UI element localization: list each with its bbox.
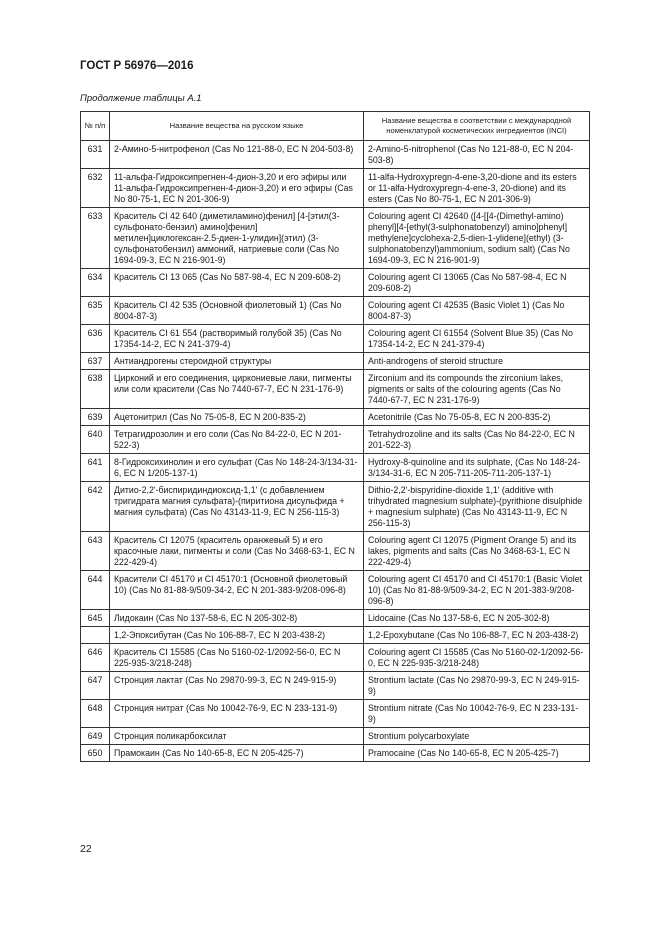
russian-name-cell: 1,2-Эпоксибутан (Cas No 106-88-7, EC N 203-438-2)	[110, 627, 364, 644]
inci-name-cell: 11-alfa-Hydroxypregn-4-ene-3,20-dione and its esters or 11-alfa-Hydroxypregn-4-ene-3, 20-dione) and its esters (Cas No 80-75-1, EC N 201-306-9)	[364, 169, 590, 208]
inci-name-cell: Lidocaine (Cas No 137-58-6, EC N 205-302-8)	[364, 610, 590, 627]
russian-name-cell: Прамокаин (Cas No 140-65-8, EC N 205-425-7)	[110, 745, 364, 762]
column-header-russian-name: Название вещества на русском языке	[110, 112, 364, 141]
table-continuation-caption: Продолжение таблицы А.1	[80, 93, 202, 104]
russian-name-cell: 11-альфа-Гидроксипрегнен-4-дион-3,20 и его эфиры или 11-альфа-Гидроксипрегнен-4-дион-3,20) и его эфиры (Cas No 80-75-1, EC N 201-306-9)	[110, 169, 364, 208]
table-row	[81, 297, 590, 325]
row-number: 650	[81, 745, 110, 762]
row-number: 649	[81, 728, 110, 745]
inci-name-cell: Strontium polycarboxylate	[364, 728, 590, 745]
table-row	[81, 169, 590, 208]
row-number: 644	[81, 571, 110, 610]
russian-name-cell: Стронция поликарбоксилат	[110, 728, 364, 745]
inci-name-cell: Pramocaine (Cas No 140-65-8, EC N 205-425-7)	[364, 745, 590, 762]
table-row	[81, 532, 590, 571]
inci-name-cell: Zirconium and its compounds the zirconium lakes, pigments or salts of the colouring agents (Cas No 7440-67-7, EC N 231-176-9)	[364, 370, 590, 409]
row-number: 637	[81, 353, 110, 370]
column-header-number: № п/п	[81, 112, 110, 141]
russian-name-cell: 8-Гидроксихинолин и его сульфат (Cas No 148-24-3/134-31-6, EC N 1/205-137-1)	[110, 454, 364, 482]
table-row	[81, 482, 590, 532]
inci-name-cell: 1,2-Epoxybutane (Cas No 106-88-7, EC N 203-438-2)	[364, 627, 590, 644]
russian-name-cell: Антиандрогены стероидной структуры	[110, 353, 364, 370]
inci-name-cell: Hydroxy-8-quinoline and its sulphate, (Cas No 148-24-3/134-31-6, EC N 205-711-205-711-205-137-1)	[364, 454, 590, 482]
russian-name-cell: 2-Амино-5-нитрофенол (Cas No 121-88-0, EC N 204-503-8)	[110, 141, 364, 169]
inci-name-cell: Strontium nitrate (Cas No 10042-76-9, EC N 233-131-9)	[364, 700, 590, 728]
row-number: 632	[81, 169, 110, 208]
russian-name-cell: Краситель CI 13 065 (Cas No 587-98-4, EC N 209-608-2)	[110, 269, 364, 297]
row-number: 641	[81, 454, 110, 482]
row-number: 648	[81, 700, 110, 728]
row-number: 639	[81, 409, 110, 426]
russian-name-cell: Дитио-2,2'-биспиридиндиоксид-1,1' (с добавлением тригидрата магния сульфата)-(пиритиона дисульфида + магния сульфата) (Cas No 43143-11-9, EC N 256-115-3)	[110, 482, 364, 532]
table-row	[81, 571, 590, 610]
row-number: 647	[81, 672, 110, 700]
row-number: 634	[81, 269, 110, 297]
row-number: 643	[81, 532, 110, 571]
inci-name-cell: Strontium lactate (Cas No 29870-99-3, EC N 249-915-9)	[364, 672, 590, 700]
russian-name-cell: Краситель CI 61 554 (растворимый голубой 35) (Cas No 17354-14-2, EC N 241-379-4)	[110, 325, 364, 353]
table-header-row	[81, 112, 590, 141]
russian-name-cell: Ацетонитрил (Cas No 75-05-8, EC N 200-835-2)	[110, 409, 364, 426]
table-row	[81, 208, 590, 269]
russian-name-cell: Стронция нитрат (Cas No 10042-76-9, EC N 233-131-9)	[110, 700, 364, 728]
table-row	[81, 627, 590, 644]
inci-name-cell: Dithio-2,2'-bispyridine-dioxide 1,1' (additive with trihydrated magnesium sulphate)-(pyrithione disulphide + magnesium sulphate) (Cas No 43143-11-9, EC N 256-115-3)	[364, 482, 590, 532]
row-number: 640	[81, 426, 110, 454]
table-row	[81, 426, 590, 454]
inci-name-cell: Colouring agent CI 13065 (Cas No 587-98-4, EC N 209-608-2)	[364, 269, 590, 297]
russian-name-cell: Краситель CI 15585 (Cas No 5160-02-1/2092-56-0, EC N 225-935-3/218-248)	[110, 644, 364, 672]
inci-name-cell: Colouring agent CI 12075 (Pigment Orange 5) and its lakes, pigments and salts (Cas No 3468-63-1, EC N 222-429-4)	[364, 532, 590, 571]
table-row	[81, 745, 590, 762]
column-header-inci-name: Название вещества в соответствии с международной номенклатурой косметических ингредиентов (INCI)	[364, 112, 590, 141]
russian-name-cell: Цирконий и его соединения, циркониевые лаки, пигменты или соли красители (Cas No 7440-67-7, EC N 231-176-9)	[110, 370, 364, 409]
russian-name-cell: Стронция лактат (Cas No 29870-99-3, EC N 249-915-9)	[110, 672, 364, 700]
row-number: 638	[81, 370, 110, 409]
row-number: 645	[81, 610, 110, 627]
russian-name-cell: Краситель CI 12075 (краситель оранжевый 5) и его красочные лаки, пигменты и соли (Cas No 3468-63-1, EC N 222-429-4)	[110, 532, 364, 571]
row-number: 631	[81, 141, 110, 169]
inci-name-cell: Colouring agent CI 45170 and CI 45170:1 (Basic Violet 10) (Cas No 81-88-9/509-34-2, EC N 201-383-9/208-096-8)	[364, 571, 590, 610]
table-row	[81, 325, 590, 353]
table-row	[81, 370, 590, 409]
table-row	[81, 644, 590, 672]
row-number: 636	[81, 325, 110, 353]
table-row	[81, 454, 590, 482]
russian-name-cell: Красители CI 45170 и CI 45170:1 (Основной фиолетовый 10) (Cas No 81-88-9/509-34-2, EC N 201-383-9/208-096-8)	[110, 571, 364, 610]
substances-table	[80, 111, 590, 762]
inci-name-cell: Colouring agent CI 42640 ([4-[[4-(Dimethyl-amino) phenyl][4-[ethyl(3-sulphonatobenzyl) amino]phenyl] methylene]cyclohexa-2,5-dien-1-ylidene](ethyl) (3-sulphonatobenzyl)ammonium, sodium salt) (Cas No 1694-09-3, EC N 216-901-9)	[364, 208, 590, 269]
standard-title: ГОСТ Р 56976—2016	[80, 60, 194, 72]
page-number: 22	[80, 843, 92, 855]
table-row	[81, 672, 590, 700]
inci-name-cell: Colouring agent CI 61554 (Solvent Blue 35) (Cas No 17354-14-2, EC N 241-379-4)	[364, 325, 590, 353]
inci-name-cell: Acetonitrile (Cas No 75-05-8, EC N 200-835-2)	[364, 409, 590, 426]
row-number: 633	[81, 208, 110, 269]
inci-name-cell: Anti-androgens of steroid structure	[364, 353, 590, 370]
russian-name-cell: Краситель CI 42 535 (Основной фиолетовый 1) (Cas No 8004-87-3)	[110, 297, 364, 325]
russian-name-cell: Тетрагидрозолин и его соли (Cas No 84-22-0, EC N 201-522-3)	[110, 426, 364, 454]
row-number: 635	[81, 297, 110, 325]
table-row	[81, 353, 590, 370]
inci-name-cell: Tetrahydrozoline and its salts (Cas No 84-22-0, EC N 201-522-3)	[364, 426, 590, 454]
table-row	[81, 700, 590, 728]
table-row	[81, 409, 590, 426]
table-body	[81, 141, 590, 762]
table-row	[81, 141, 590, 169]
row-number: 642	[81, 482, 110, 532]
row-number	[81, 627, 110, 644]
inci-name-cell: Colouring agent CI 42535 (Basic Violet 1) (Cas No 8004-87-3)	[364, 297, 590, 325]
table-row	[81, 269, 590, 297]
russian-name-cell: Лидокаин (Cas No 137-58-6, EC N 205-302-8)	[110, 610, 364, 627]
table-row	[81, 610, 590, 627]
row-number: 646	[81, 644, 110, 672]
inci-name-cell: Colouring agent CI 15585 (Cas No 5160-02-1/2092-56-0, EC N 225-935-3/218-248)	[364, 644, 590, 672]
russian-name-cell: Краситель CI 42 640 (диметиламино)фенил] [4-[этил(3-сульфонато-бензил) амино]фенил] метилен]циклогексан-2.5-диен-1-улидин](этил) (3-сульфонатобензил) аммоний, натриевые соли (Cas No 1694-09-3, EC N 216-901-9)	[110, 208, 364, 269]
inci-name-cell: 2-Amino-5-nitrophenol (Cas No 121-88-0, EC N 204-503-8)	[364, 141, 590, 169]
table-row	[81, 728, 590, 745]
